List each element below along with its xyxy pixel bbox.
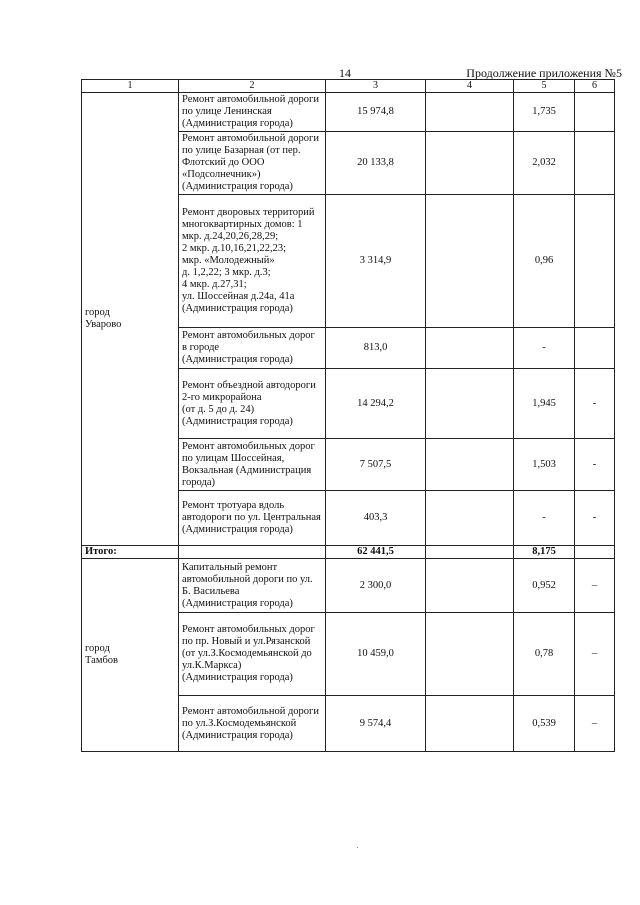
total-amount: 62 441,5 <box>326 546 426 559</box>
empty-cell <box>426 195 514 328</box>
amount-cell: 403,3 <box>326 491 426 546</box>
ratio-cell: 1,945 <box>514 369 575 439</box>
empty-cell <box>426 439 514 491</box>
scan-speck <box>357 847 358 848</box>
col6-cell: - <box>575 369 615 439</box>
place-cell: город Тамбов <box>82 559 179 752</box>
col6-cell <box>575 132 615 195</box>
empty-cell <box>426 546 514 559</box>
column-number-row <box>82 80 615 93</box>
amount-cell: 14 294,2 <box>326 369 426 439</box>
amount-cell: 9 574,4 <box>326 696 426 752</box>
column-header: 1 <box>82 80 179 93</box>
empty-cell <box>179 546 326 559</box>
empty-cell <box>426 613 514 696</box>
ratio-cell: 1,503 <box>514 439 575 491</box>
empty-cell <box>426 491 514 546</box>
ratio-cell: 0,539 <box>514 696 575 752</box>
place-cell: город Уварово <box>82 93 179 546</box>
description-cell: Ремонт тротуара вдоль автодороги по ул. Центральная (Администрация города) <box>179 491 326 546</box>
column-header: 2 <box>179 80 326 93</box>
amount-cell: 2 300,0 <box>326 559 426 613</box>
amount-cell: 10 459,0 <box>326 613 426 696</box>
ratio-cell: - <box>514 491 575 546</box>
ratio-cell: - <box>514 328 575 369</box>
table-row <box>82 559 615 613</box>
description-cell: Ремонт автомобильной дороги по ул.З.Космодемьянской (Администрация города) <box>179 696 326 752</box>
col6-cell: – <box>575 559 615 613</box>
amount-cell: 3 314,9 <box>326 195 426 328</box>
ratio-cell: 1,735 <box>514 93 575 132</box>
description-cell: Ремонт автомобильной дороги по улице Базарная (от пер. Флотский до ООО «Подсолнечник») (Администрация города) <box>179 132 326 195</box>
description-cell: Ремонт автомобильных дорог в городе (Администрация города) <box>179 328 326 369</box>
col6-cell: – <box>575 613 615 696</box>
empty-cell <box>426 696 514 752</box>
empty-cell <box>426 369 514 439</box>
col6-cell <box>575 328 615 369</box>
appendix-continuation-title: Продолжение приложения №5 <box>466 66 622 80</box>
table-row <box>82 93 615 132</box>
column-header: 6 <box>575 80 615 93</box>
column-header: 5 <box>514 80 575 93</box>
col6-cell: – <box>575 696 615 752</box>
amount-cell: 15 974,8 <box>326 93 426 132</box>
description-cell: Ремонт автомобильных дорог по улицам Шоссейная, Вокзальная (Администрация города) <box>179 439 326 491</box>
amount-cell: 7 507,5 <box>326 439 426 491</box>
empty-cell <box>426 93 514 132</box>
ratio-cell: 0,952 <box>514 559 575 613</box>
col6-cell: - <box>575 491 615 546</box>
ratio-cell: 0,78 <box>514 613 575 696</box>
col6-cell <box>575 93 615 132</box>
description-cell: Ремонт дворовых территорий многоквартирных домов: 1 мкр. д.24,20,26,28,29; 2 мкр. д.10,16,21,22,23; мкр. «Молодежный» д. 1,2,22; 3 мкр. д.3; 4 мкр. д.27,31; ул. Шоссейная д.24а, 41а (Администрация города) <box>179 195 326 328</box>
total-label: Итого: <box>82 546 179 559</box>
empty-cell <box>426 559 514 613</box>
description-cell: Капитальный ремонт автомобильной дороги по ул. Б. Васильева (Администрация города) <box>179 559 326 613</box>
ratio-cell: 2,032 <box>514 132 575 195</box>
total-row <box>82 546 615 559</box>
column-header: 3 <box>326 80 426 93</box>
empty-cell <box>426 328 514 369</box>
ratio-cell: 0,96 <box>514 195 575 328</box>
amount-cell: 20 133,8 <box>326 132 426 195</box>
column-header: 4 <box>426 80 514 93</box>
description-cell: Ремонт автомобильной дороги по улице Ленинская (Администрация города) <box>179 93 326 132</box>
appendix-table <box>81 79 615 752</box>
col6-cell <box>575 195 615 328</box>
page-number: 14 <box>339 66 351 80</box>
description-cell: Ремонт объездной автодороги 2-го микрорайона (от д. 5 до д. 24) (Администрация города) <box>179 369 326 439</box>
col6-cell: - <box>575 439 615 491</box>
empty-cell <box>426 132 514 195</box>
description-cell: Ремонт автомобильных дорог по пр. Новый и ул.Рязанской (от ул.З.Космодемьянской до ул.К.Маркса) (Администрация города) <box>179 613 326 696</box>
empty-cell <box>575 546 615 559</box>
amount-cell: 813,0 <box>326 328 426 369</box>
total-ratio: 8,175 <box>514 546 575 559</box>
